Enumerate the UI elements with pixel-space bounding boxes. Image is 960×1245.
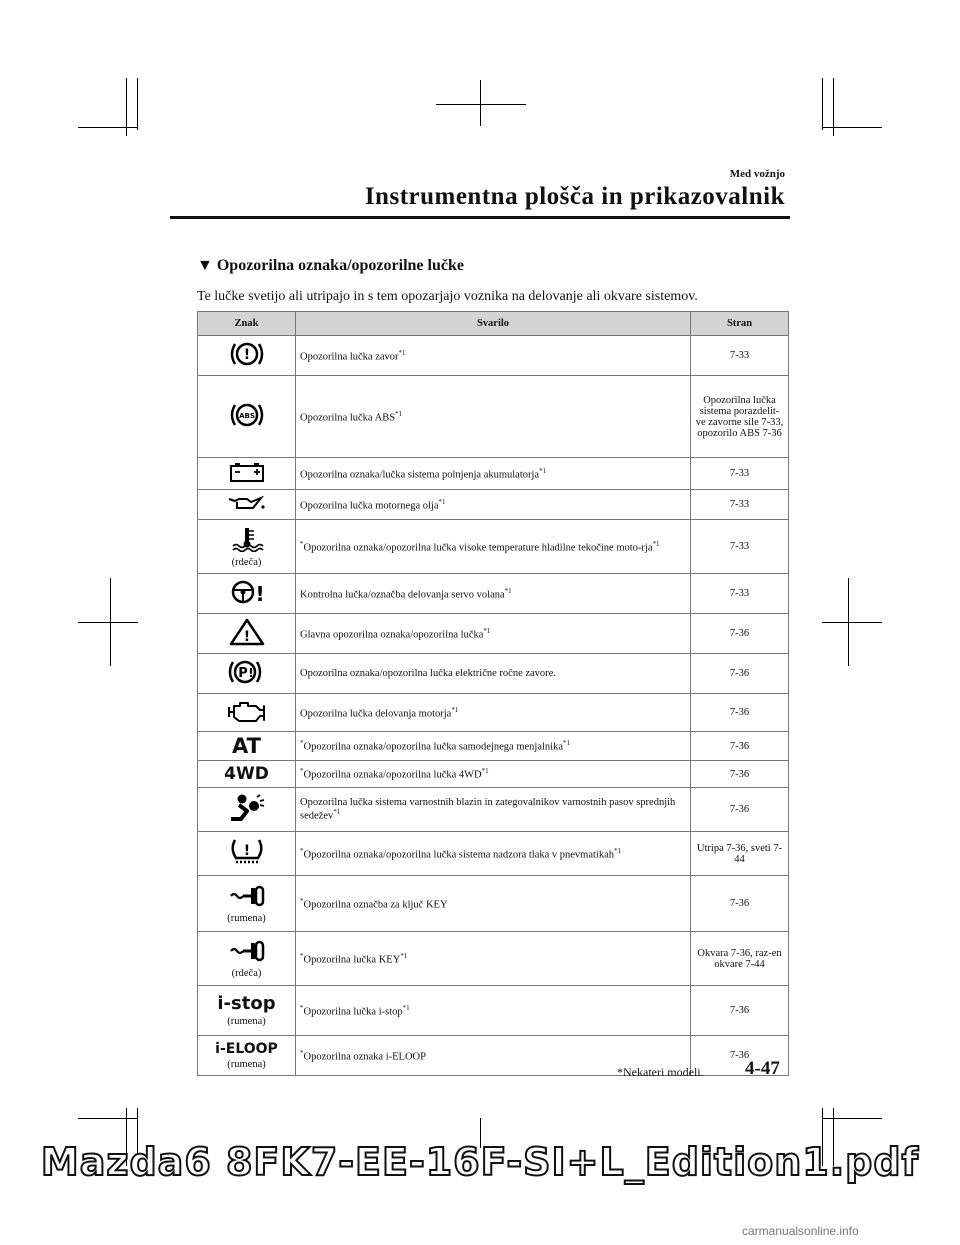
symbol-cell (198, 932, 296, 986)
page-cell: 7-36 (691, 1036, 789, 1076)
tire-pressure-icon (227, 836, 267, 868)
filename-banner: Mazda6 8FK7-EE-16F-SI+L_Edition1.pdf (40, 1140, 920, 1184)
table-row (198, 574, 789, 614)
crop-mark (137, 78, 138, 130)
watermark: carmanualsonline.info (742, 1224, 859, 1238)
footnote-mark: *1 (398, 348, 406, 357)
excl-glyph: ! (243, 629, 250, 645)
footnote-mark: *1 (402, 1003, 410, 1012)
check-engine-icon (225, 698, 269, 724)
footnote-mark: *1 (652, 539, 660, 548)
symbol-cell (198, 614, 296, 654)
footnote-text: *Nekateri modeli. (617, 1065, 704, 1079)
crop-mark (822, 1118, 882, 1119)
footnote-mark: *1 (481, 767, 489, 776)
header-title: Instrumentna plošča in prikazovalnik (364, 183, 785, 210)
description-cell (296, 832, 691, 876)
description-cell (296, 614, 691, 654)
asterisk-mark: * (300, 767, 304, 776)
row-text: Opozorilna lučka delovanja motorja (300, 708, 452, 720)
table-row (198, 490, 789, 520)
parking-brake-icon (225, 657, 269, 687)
page-cell: 7-36 (691, 876, 789, 932)
at-icon: AT (232, 734, 261, 758)
section-title-text: Opozorilna oznaka/opozorilne lučke (216, 257, 464, 274)
table-row (198, 832, 789, 876)
i-eloop-icon: i-ELOOP (215, 1041, 278, 1057)
page-cell: 7-36 (691, 732, 789, 761)
description-cell (296, 986, 691, 1036)
row-text: Glavna opozorilna oznaka/opozorilna lučka (300, 629, 484, 641)
symbol-cell (198, 458, 296, 490)
page-cell: 7-36 (691, 654, 789, 694)
footnote-mark: *1 (614, 846, 622, 855)
page-cell: 7-33 (691, 490, 789, 520)
symbol-cell (198, 490, 296, 520)
description-cell (296, 732, 691, 761)
crop-mark (822, 127, 882, 128)
asterisk-mark: * (300, 539, 304, 548)
asterisk-mark: * (300, 846, 304, 855)
key-red-icon (227, 939, 267, 963)
page-cell: 7-33 (691, 520, 789, 574)
symbol-cell (198, 986, 296, 1036)
crop-mark (126, 78, 127, 136)
symbol-cell (198, 694, 296, 732)
symbol-cell (198, 520, 296, 574)
crop-mark (822, 622, 882, 623)
table-row (198, 520, 789, 574)
footnote-mark: *1 (483, 626, 491, 635)
row-text: Opozorilna lučka KEY (303, 954, 401, 966)
color-caption: (rumena) (227, 912, 266, 924)
table-row (198, 694, 789, 732)
page-number: 4-47 (745, 1058, 780, 1079)
page-cell: 7-36 (691, 761, 789, 788)
intro-paragraph: Te lučke svetijo ali utripajo in s tem opozarjajo voznika na delovanje ali okvare sistemov. (197, 289, 698, 304)
engine-oil-icon (225, 493, 269, 513)
footnote-mark: *1 (504, 586, 512, 595)
color-caption: (rumena) (227, 1059, 266, 1070)
footnote-mark: *1 (539, 466, 547, 475)
master-warning-icon (227, 617, 267, 647)
airbag-icon (227, 792, 267, 824)
table-row (198, 376, 789, 458)
asterisk-mark: * (300, 739, 304, 748)
color-caption: (rdeča) (231, 556, 262, 568)
column-header-stran: Stran (691, 312, 789, 336)
symbol-cell (198, 376, 296, 458)
coolant-temperature-icon (229, 526, 265, 552)
symbol-cell (198, 654, 296, 694)
row-text: Kontrolna lučka/označba delovanja servo volana (300, 589, 505, 601)
footnote-mark: *1 (400, 951, 408, 960)
description-cell (296, 694, 691, 732)
row-text: Opozorilna oznaka/opozorilna lučka sistema nadzora tlaka v pnevmatikah (303, 849, 615, 861)
page-cell: 7-33 (691, 458, 789, 490)
symbol-cell (198, 788, 296, 832)
description-cell (296, 932, 691, 986)
triangle-bullet-icon: ▼ (197, 257, 213, 274)
symbol-cell (198, 732, 296, 761)
row-text: Opozorilna lučka zavor (300, 351, 399, 363)
row-text: Opozorilna lučka ABS (300, 412, 396, 424)
color-caption: (rumena) (227, 1016, 266, 1027)
description-cell (296, 654, 691, 694)
symbol-cell (198, 574, 296, 614)
battery-charging-icon (227, 461, 267, 483)
crop-mark (78, 622, 138, 623)
symbol-cell (198, 876, 296, 932)
excl-glyph: ! (243, 347, 250, 363)
footnote-mark: *1 (395, 409, 403, 418)
symbol-cell (198, 1036, 296, 1076)
row-text: Opozorilna lučka i-stop (303, 1006, 403, 1018)
description-cell (296, 574, 691, 614)
crop-mark (480, 80, 481, 126)
description-cell (296, 520, 691, 574)
table-header-row (198, 312, 789, 336)
page-cell: 7-36 (691, 788, 789, 832)
table-row (198, 876, 789, 932)
page-cell: 7-33 (691, 574, 789, 614)
table-row (198, 761, 789, 788)
table-row (198, 458, 789, 490)
row-text: Opozorilna oznaka i-ELOOP (303, 1051, 426, 1063)
excl-glyph: ! (247, 666, 254, 680)
description-cell (296, 876, 691, 932)
header-section: Med vožnjo (729, 168, 785, 180)
description-cell (296, 788, 691, 832)
table-row (198, 336, 789, 376)
footnote-mark: *1 (438, 497, 446, 506)
section-title (197, 257, 464, 275)
page-cell: 7-36 (691, 614, 789, 654)
row-text: Opozorilna oznaka/opozorilna lučka samodejnega menjalnika (303, 741, 563, 753)
description-cell (296, 336, 691, 376)
page-cell: 7-33 (691, 336, 789, 376)
description-cell (296, 458, 691, 490)
power-steering-icon (227, 577, 267, 607)
description-cell (296, 761, 691, 788)
crop-mark (78, 1118, 138, 1119)
footnote-mark: *1 (333, 808, 341, 817)
table-row (198, 932, 789, 986)
row-text: Opozorilna oznaka/opozorilna lučka 4WD (303, 769, 482, 781)
symbol-cell (198, 832, 296, 876)
page-cell: 7-36 (691, 986, 789, 1036)
header-rule (170, 216, 790, 219)
column-header-znak: Znak (198, 312, 296, 336)
row-text: Opozorilna oznaka/opozorilna lučka električne ročne zavore. (300, 668, 556, 679)
brake-warning-icon (227, 339, 267, 369)
column-header-svarilo: Svarilo (296, 312, 691, 336)
color-caption: (rdeča) (231, 967, 262, 979)
excl-glyph: ! (243, 843, 250, 859)
crop-mark (436, 104, 526, 105)
p-glyph: P (237, 666, 248, 681)
asterisk-mark: * (300, 1003, 304, 1012)
4wd-icon: 4WD (224, 764, 269, 784)
crop-mark (78, 127, 138, 128)
table-row (198, 732, 789, 761)
table-row (198, 654, 789, 694)
description-cell (296, 490, 691, 520)
crop-mark (822, 78, 823, 130)
page-cell: Okvara 7-36, raz-en okvare 7-44 (691, 932, 789, 986)
row-text: Opozorilna lučka motornega olja (300, 500, 439, 512)
page-cell: Opozorilna lučka sistema porazdelit-ve zavorne sile 7-33, opozorilo ABS 7-36 (691, 376, 789, 458)
symbol-cell (198, 336, 296, 376)
row-text: Opozorilna označba za ključ KEY (303, 899, 448, 911)
i-stop-icon: i-stop (217, 993, 276, 1014)
row-text: Opozorilna lučka sistema varnostnih blazin in zategovalnikov varnostnih pasov sprednjih sedežev (300, 797, 676, 822)
excl-glyph: ! (254, 582, 265, 606)
table-row (198, 614, 789, 654)
asterisk-mark: * (300, 951, 304, 960)
description-cell (296, 376, 691, 458)
abs-glyph: ABS (238, 412, 255, 420)
page-cell: 7-36 (691, 694, 789, 732)
asterisk-mark: * (300, 896, 304, 905)
key-amber-icon (227, 884, 267, 908)
symbol-cell (198, 761, 296, 788)
warning-lights-table (197, 311, 789, 1076)
row-text: Opozorilna oznaka/opozorilna lučka visoke temperature hladilne tekočine moto-rja (303, 542, 653, 554)
page-cell: Utripa 7-36, sveti 7-44 (691, 832, 789, 876)
table-row (198, 788, 789, 832)
table-row (198, 986, 789, 1036)
footnote-mark: *1 (563, 739, 570, 748)
footnote-mark: *1 (451, 705, 459, 714)
asterisk-mark: * (300, 1048, 304, 1057)
row-text: Opozorilna oznaka/lučka sistema polnjenja akumulatorja (300, 469, 540, 481)
abs-warning-icon (227, 400, 267, 430)
